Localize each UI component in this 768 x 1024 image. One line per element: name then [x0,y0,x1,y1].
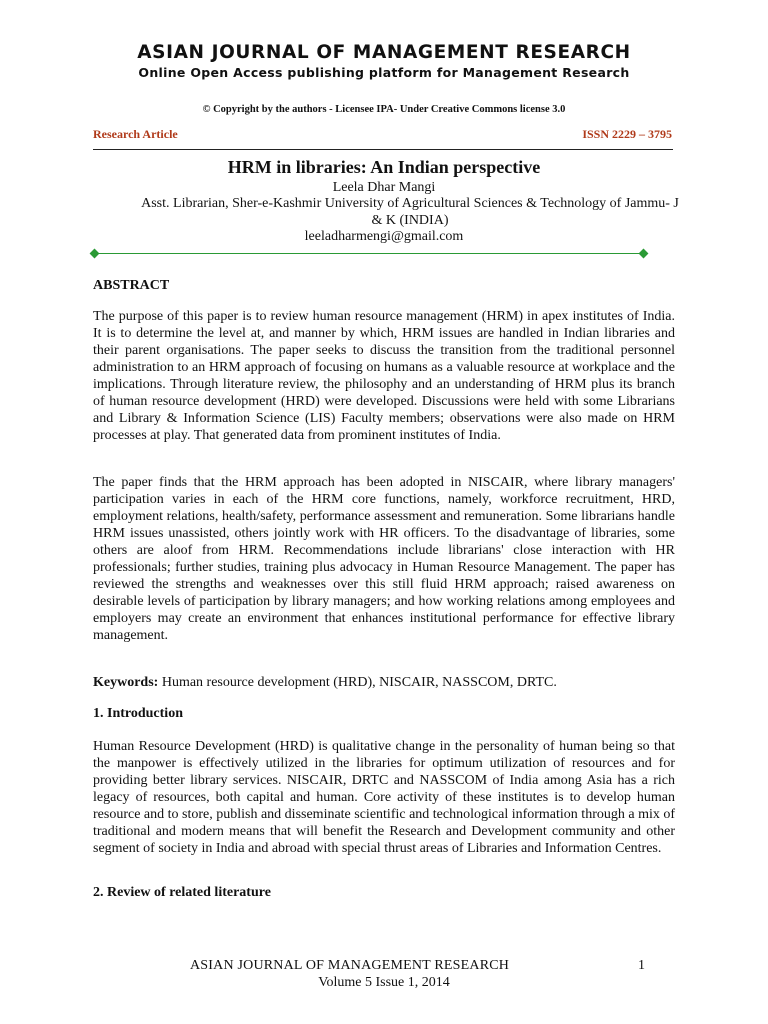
keywords-label: Keywords: [93,675,159,690]
introduction-heading: 1. Introduction [93,706,183,721]
journal-title: ASIAN JOURNAL OF MANAGEMENT RESEARCH [137,42,631,63]
author-name: Leela Dhar Mangi [332,180,436,195]
issn-label: ISSN 2229 – 3795 [582,127,672,141]
author-affiliation: Asst. Librarian, Sher-e-Kashmir University of Agricultural Sciences & Technology of Jammu- J & K (INDIA) [141,196,679,228]
abstract-paragraph-2: The paper finds that the HRM approach has been adopted in NISCAIR, where library managers' participation varies in each of the HRM core functions, namely, workforce recruitment, HRD, employment relations, health/safety, performance assessment and remuneration. Some librarians handle HRM issues unassisted, others jointly work with HR officers. To the disadvantage of libraries, some others are aloof from HRM. Recommendations include librarians' close interaction with HR professionals; further studies, training plus advocacy in Human Resource Management. The paper has reviewed the strengths and weaknesses over this still fluid HRM approach; raised awareness on desirable levels of participation by library managers; and how working relations among employees and employers may create an environment that enhances institutional performance for effective library management. [93,475,675,643]
keywords-text: Human resource development (HRD), NISCAIR, NASSCOM, DRTC. [158,675,557,690]
article-type-label: Research Article [93,127,178,141]
abstract-paragraph-1: The purpose of this paper is to review human resource management (HRM) in apex institutes of India. It is to determine the level at, and manner by which, HRM issues are handled in Indian libraries and their parent organisations. The paper seeks to discuss the transition from the traditional personnel administration to an HRM approach of focusing on humans as a valuable resource at workplace and the implications. Through literature review, the philosophy and an understanding of HRM plus its branch of human resource development (HRD) were developed. Discussions were held with some Librarians and Library & Information Science (LIS) Faculty members; observations were also made on HRM processes at play. That generated data from prominent institutes of India. [93,309,675,443]
footer-page-number: 1 [638,958,645,973]
paper-title: HRM in libraries: An Indian perspective [227,157,541,177]
green-divider [94,253,646,254]
author-email[interactable]: leeladharmengi@gmail.com [304,229,464,244]
introduction-paragraph: Human Resource Development (HRD) is qualitative change in the personality of human being so that the manpower is effectively utilized in the libraries for optimum utilization of resources and for providing better library services. NISCAIR, DRTC and NASSCOM of India among Asia has a rich legacy of resources, both capital and human. Core activity of these institutes is to develop human resource and to store, publish and disseminate scientific and technological information through a mix of traditional and modern means that will benefit the Research and Development community and other segment of society in India and abroad with special thrust areas of Libraries and Information Centres. [93,739,676,856]
header-divider [93,149,673,150]
footer-volume: Volume 5 Issue 1, 2014 [318,975,450,990]
review-heading: 2. Review of related literature [93,885,271,900]
keywords-line [93,674,675,691]
copyright-notice: © Copyright by the authors - Licensee IPA- Under Creative Commons license 3.0 [202,104,566,115]
abstract-heading: ABSTRACT [93,278,170,293]
footer-journal-name: ASIAN JOURNAL OF MANAGEMENT RESEARCH [190,958,510,973]
divider-right-diamond-icon [639,249,649,259]
journal-subtitle: Online Open Access publishing platform for Management Research [138,65,630,80]
divider-left-diamond-icon [90,249,100,259]
